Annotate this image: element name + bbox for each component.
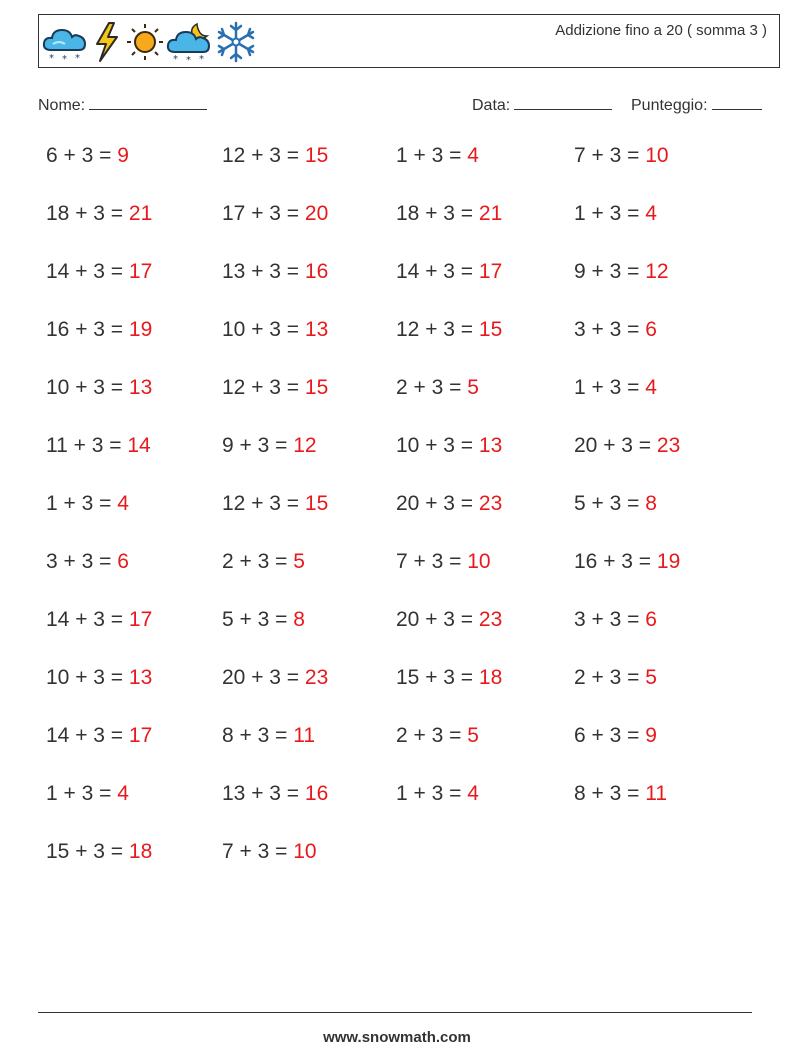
name-blank[interactable]	[89, 94, 207, 110]
problem-answer: 13	[478, 434, 503, 457]
problem-answer: 10	[467, 550, 491, 573]
problem-question: 3 + 3 =	[574, 608, 646, 631]
svg-text:*: *	[75, 53, 80, 64]
problem-item	[46, 434, 151, 458]
problem-question: 10 + 3 =	[396, 434, 479, 457]
problem-question: 14 + 3 =	[46, 260, 129, 283]
problem-item	[396, 492, 502, 516]
problem-answer: 19	[656, 550, 681, 573]
svg-text:*: *	[62, 54, 67, 64]
problem-answer: 13	[128, 376, 153, 399]
problem-question: 12 + 3 =	[222, 376, 305, 399]
problem-item	[396, 782, 479, 806]
problem-answer: 6	[645, 608, 657, 631]
problem-item	[396, 608, 502, 632]
problem-question: 13 + 3 =	[222, 260, 305, 283]
problem-item	[396, 724, 479, 748]
problem-answer: 15	[304, 492, 329, 515]
problem-answer: 21	[128, 202, 153, 225]
problem-answer: 14	[127, 434, 151, 457]
problem-answer: 4	[645, 202, 657, 225]
problem-answer: 23	[478, 492, 503, 515]
problem-question: 20 + 3 =	[396, 608, 479, 631]
problem-question: 14 + 3 =	[46, 724, 129, 747]
svg-text:*: *	[49, 53, 54, 64]
problem-answer: 23	[304, 666, 329, 689]
problem-item	[574, 376, 657, 400]
problem-item	[396, 376, 479, 400]
problem-question: 10 + 3 =	[46, 376, 129, 399]
problem-question: 16 + 3 =	[574, 550, 657, 573]
problem-item	[396, 260, 502, 284]
problem-question: 8 + 3 =	[222, 724, 294, 747]
problem-answer: 20	[304, 202, 329, 225]
score-field	[631, 94, 762, 115]
problem-item	[222, 550, 305, 574]
problem-question: 5 + 3 =	[574, 492, 646, 515]
footer-divider	[38, 1012, 752, 1013]
problem-item	[396, 318, 502, 342]
problem-question: 14 + 3 =	[46, 608, 129, 631]
problem-question: 12 + 3 =	[396, 318, 479, 341]
problem-answer: 17	[128, 724, 153, 747]
worksheet-header	[38, 14, 780, 68]
problem-answer: 8	[293, 608, 305, 631]
problem-answer: 5	[645, 666, 657, 689]
problem-answer: 16	[304, 782, 329, 805]
problem-question: 15 + 3 =	[46, 840, 129, 863]
problem-item	[222, 782, 328, 806]
problem-answer: 4	[117, 492, 129, 515]
problem-item	[574, 666, 657, 690]
sun-icon	[125, 20, 165, 64]
problem-item	[46, 202, 152, 226]
problem-item	[396, 434, 502, 458]
problem-question: 9 + 3 =	[574, 260, 646, 283]
problem-question: 7 + 3 =	[222, 840, 294, 863]
problem-item	[222, 318, 328, 342]
problem-question: 20 + 3 =	[396, 492, 479, 515]
problem-question: 12 + 3 =	[222, 144, 305, 167]
problem-item	[396, 144, 479, 168]
cloud-snow-icon	[41, 20, 89, 64]
problem-item	[46, 666, 152, 690]
problem-item	[574, 260, 669, 284]
problem-question: 8 + 3 =	[574, 782, 646, 805]
svg-text:*: *	[186, 55, 191, 64]
problem-question: 6 + 3 =	[574, 724, 646, 747]
problem-answer: 17	[128, 608, 153, 631]
problem-item	[222, 202, 328, 226]
problem-question: 6 + 3 =	[46, 144, 118, 167]
snowflake-icon	[213, 20, 259, 64]
problem-item	[396, 202, 502, 226]
problem-answer: 15	[304, 144, 329, 167]
problem-answer: 18	[128, 840, 153, 863]
problem-answer: 4	[645, 376, 657, 399]
problem-answer: 10	[645, 144, 669, 167]
problem-question: 14 + 3 =	[396, 260, 479, 283]
problem-item	[574, 492, 657, 516]
score-label: Punteggio:	[631, 97, 708, 114]
problem-answer: 10	[293, 840, 317, 863]
problem-item	[222, 666, 328, 690]
problem-answer: 12	[645, 260, 669, 283]
problem-question: 7 + 3 =	[396, 550, 468, 573]
problem-answer: 5	[293, 550, 305, 573]
problem-answer: 16	[304, 260, 329, 283]
name-field	[38, 94, 207, 115]
problem-answer: 11	[645, 782, 668, 805]
name-label: Nome:	[38, 97, 86, 114]
problem-answer: 15	[478, 318, 503, 341]
problem-item	[46, 724, 152, 748]
problem-item	[396, 666, 502, 690]
problem-item	[396, 550, 491, 574]
problem-question: 1 + 3 =	[46, 782, 118, 805]
problem-answer: 17	[128, 260, 153, 283]
problem-answer: 11	[293, 724, 316, 747]
problem-question: 1 + 3 =	[574, 376, 646, 399]
problem-item	[222, 492, 328, 516]
problem-answer: 8	[645, 492, 657, 515]
problem-item	[46, 260, 152, 284]
problem-question: 9 + 3 =	[222, 434, 294, 457]
problem-item	[574, 724, 657, 748]
problem-question: 1 + 3 =	[574, 202, 646, 225]
problem-item	[574, 608, 657, 632]
problem-item	[574, 550, 680, 574]
problem-answer: 5	[467, 376, 479, 399]
problem-answer: 13	[304, 318, 329, 341]
problem-answer: 23	[478, 608, 503, 631]
problem-question: 11 + 3 =	[46, 434, 128, 457]
problem-question: 12 + 3 =	[222, 492, 305, 515]
problem-question: 18 + 3 =	[46, 202, 129, 225]
problem-item	[46, 608, 152, 632]
problem-item	[574, 202, 657, 226]
date-label: Data:	[472, 97, 511, 114]
problem-question: 1 + 3 =	[396, 782, 468, 805]
problem-question: 5 + 3 =	[222, 608, 294, 631]
cloud-moon-snow-icon	[165, 20, 213, 64]
problem-item	[46, 376, 152, 400]
problem-question: 2 + 3 =	[574, 666, 646, 689]
problem-item	[574, 434, 680, 458]
footer-website: www.snowmath.com	[323, 1029, 471, 1046]
problem-question: 3 + 3 =	[46, 550, 118, 573]
problem-question: 10 + 3 =	[222, 318, 305, 341]
problem-item	[222, 144, 328, 168]
score-blank[interactable]	[712, 94, 762, 110]
problem-item	[222, 724, 315, 748]
problem-answer: 21	[478, 202, 503, 225]
problem-item	[222, 608, 305, 632]
problem-question: 2 + 3 =	[396, 376, 468, 399]
problem-answer: 4	[467, 782, 479, 805]
problem-question: 10 + 3 =	[46, 666, 129, 689]
problem-question: 1 + 3 =	[46, 492, 118, 515]
svg-text:*: *	[199, 54, 204, 64]
problem-item	[46, 144, 129, 168]
problem-question: 2 + 3 =	[222, 550, 294, 573]
lightning-icon	[89, 20, 125, 64]
problem-question: 7 + 3 =	[574, 144, 646, 167]
problem-item	[222, 376, 328, 400]
problem-answer: 4	[117, 782, 129, 805]
problem-item	[46, 492, 129, 516]
problem-item	[46, 550, 129, 574]
problem-answer: 9	[117, 144, 129, 167]
problem-question: 17 + 3 =	[222, 202, 305, 225]
weather-icons	[41, 19, 259, 65]
problem-answer: 9	[645, 724, 657, 747]
date-field	[472, 94, 612, 115]
problem-question: 1 + 3 =	[396, 144, 468, 167]
problem-answer: 18	[478, 666, 503, 689]
problem-question: 20 + 3 =	[222, 666, 305, 689]
worksheet-title: Addizione fino a 20 ( somma 3 )	[555, 22, 767, 39]
problem-answer: 4	[467, 144, 479, 167]
problem-answer: 13	[128, 666, 153, 689]
svg-text:*: *	[173, 54, 178, 64]
problem-answer: 19	[128, 318, 153, 341]
problem-answer: 15	[304, 376, 329, 399]
problem-question: 13 + 3 =	[222, 782, 305, 805]
date-blank[interactable]	[514, 94, 612, 110]
problem-question: 20 + 3 =	[574, 434, 657, 457]
problem-item	[222, 260, 328, 284]
problem-question: 2 + 3 =	[396, 724, 468, 747]
problem-answer: 17	[478, 260, 503, 283]
problem-item	[46, 782, 129, 806]
problem-answer: 6	[117, 550, 129, 573]
problem-answer: 12	[293, 434, 317, 457]
problem-item	[46, 318, 152, 342]
problem-item	[222, 434, 317, 458]
problem-question: 18 + 3 =	[396, 202, 479, 225]
problem-item	[222, 840, 317, 864]
problem-answer: 6	[645, 318, 657, 341]
problem-answer: 23	[656, 434, 681, 457]
problem-question: 16 + 3 =	[46, 318, 129, 341]
problem-question: 3 + 3 =	[574, 318, 646, 341]
problem-question: 15 + 3 =	[396, 666, 479, 689]
problem-item	[574, 144, 669, 168]
problem-answer: 5	[467, 724, 479, 747]
problem-item	[574, 782, 667, 806]
problem-item	[574, 318, 657, 342]
problem-item	[46, 840, 152, 864]
